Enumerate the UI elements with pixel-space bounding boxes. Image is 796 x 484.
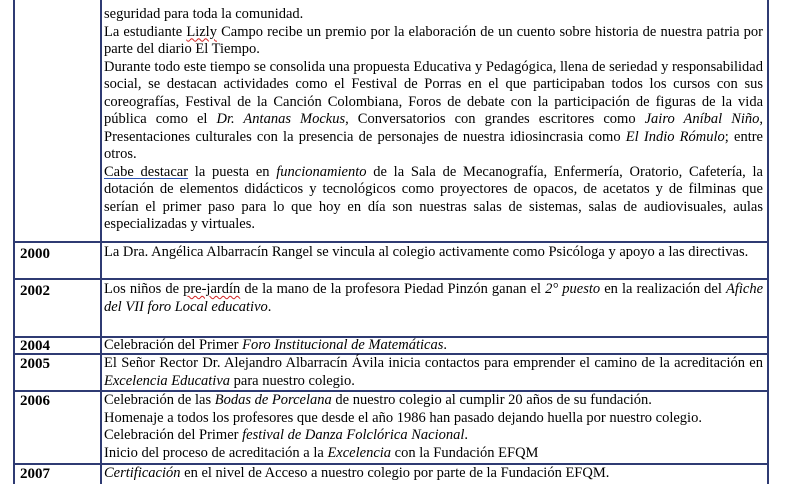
history-cell-2006: Celebración de las Bodas de Porcelana de nuestro colegio al cumplir 20 años de su fundación. Homenaje a todos los profesores que desde el año 1986 han pasado dejando huella por nuestro colegio. Celebración del Primer festival de Danza Folclórica Nacional. Inicio del proceso de acreditación a la Excelencia con la Fundación EFQM [104,392,702,461]
year-label-2002: 2002 [20,283,50,299]
year-label-2000: 2000 [20,246,50,262]
paragraph: Durante todo este tiempo se consolida una propuesta Educativa y Pedagógica, llena de seriedad y responsabilidad social, se destacan actividades como el Festival de Porras en el que participaban todos los cursos con sus coreografías, Festival de la Canción Colombiana, Foros de debate con la participación de figuras de la vida pública como el Dr. Antanas Mockus, Conversatorios con grandes escritores como Jairo Aníbal Niño, Presentaciones culturales con la presencia de personajes de nuestra idiosincrasia como El Indio Rómulo; entre otros. [104,58,764,162]
year-label-2004: 2004 [20,338,50,354]
underlined-phrase: Cabe destacar [104,163,189,180]
history-cell-2007: Certificación en el nivel de Acceso a nuestro colegio por parte de la Fundación EFQM. [104,465,610,481]
spellcheck-word: pre-jardín [183,281,241,297]
row-divider-2000 [13,241,769,243]
history-cell-2000: La Dra. Angélica Albarracín Rangel se vincula al colegio activamente como Psicóloga y apoyo a las directivas. [104,244,749,260]
history-cell-2002: Los niños de pre-jardín de la mano de la profesora Piedad Pinzón ganan el 2° puesto en la realización del Afiche del VII foro Local educativo. [104,281,764,315]
spellcheck-word: Lizly [186,23,217,40]
paragraph: La estudiante Lizly Campo recibe un premio por la elaboración de un cuento sobre historia de nuestra patria por parte del diario El Tiempo. [104,23,763,57]
year-label-2007: 2007 [20,466,50,482]
history-cell-2004: Celebración del Primer Foro Institucional de Matemáticas. [104,337,447,353]
year-label-2006: 2006 [20,393,50,409]
history-cell-continued [104,6,763,234]
paragraph: Cabe destacar la puesta en funcionamiento de la Sala de Mecanografía, Enfermería, Oratorio, Cafetería, la dotación de elementos didácticos y tecnológicos como proyectores de opacos, de acetatos y de filminas que serían el primer paso para lo que hoy en día son nuestras salas de sistemas, salas de audiovisuales, aulas especializadas y virtuales. [104,163,763,232]
row-divider-2002 [13,278,769,280]
paragraph: seguridad para toda la comunidad. [104,6,304,22]
history-cell-2005: El Señor Rector Dr. Alejandro Albarracín Ávila inicia contactos para emprender el camino de la acreditación en Excelencia Educativa para nuestro colegio. [104,355,763,389]
year-label-2005: 2005 [20,356,50,372]
